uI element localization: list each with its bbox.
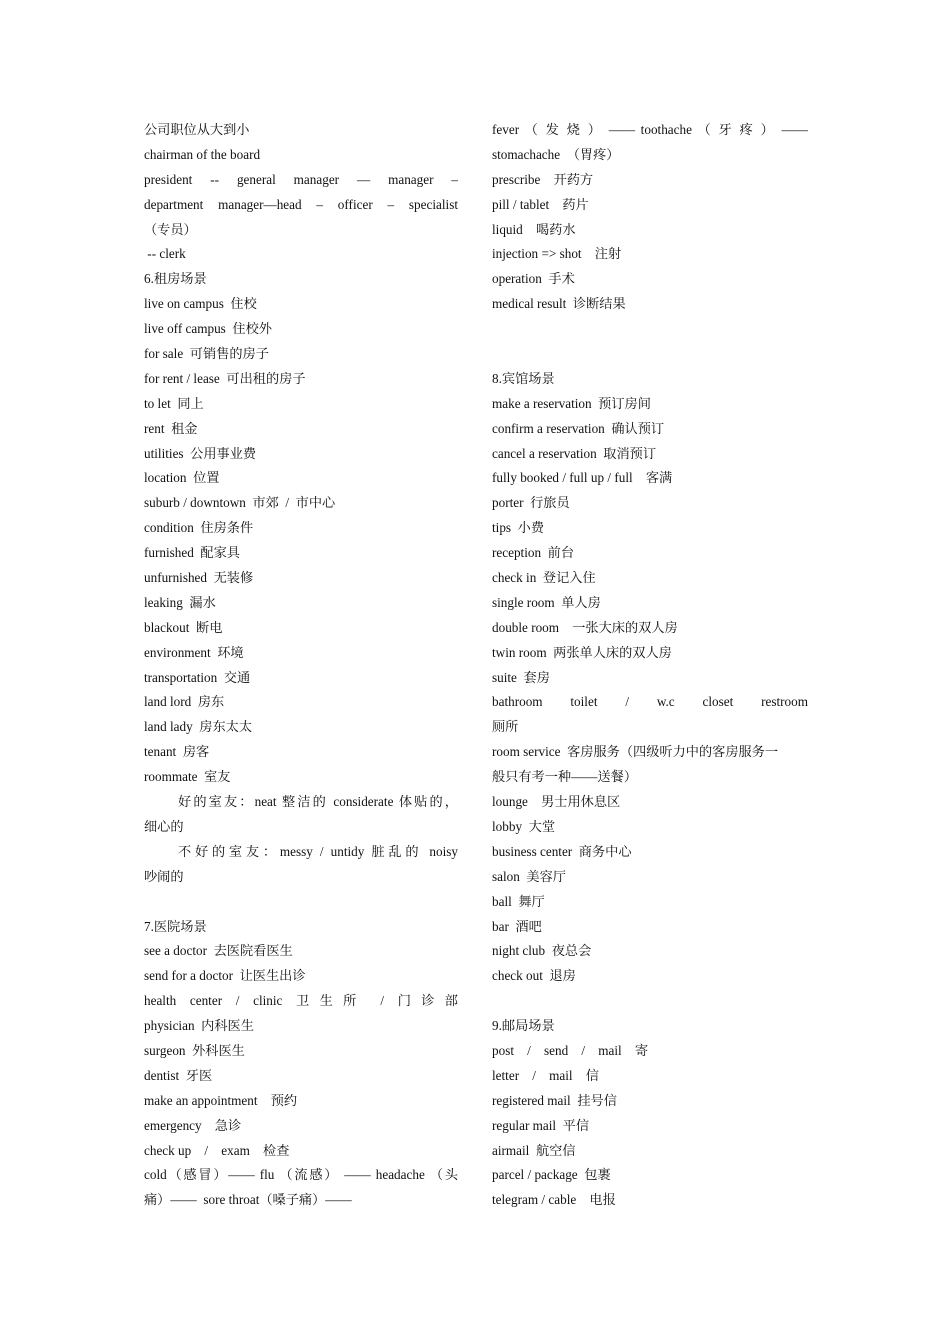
text-line: check in 登记入住 xyxy=(492,570,596,586)
text-line: 好的室友：neat 整洁的 considerate 体贴的， xyxy=(178,794,458,810)
text-line: surgeon 外科医生 xyxy=(144,1042,245,1058)
text-line: bar 酒吧 xyxy=(492,918,542,934)
text-line: unfurnished 无装修 xyxy=(144,570,254,586)
text-line: 不好的室友：messy / untidy 脏乱的 noisy xyxy=(178,843,458,859)
text-line: prescribe 开药方 xyxy=(492,171,594,187)
text-line: environment 环境 xyxy=(144,644,244,660)
text-line: send for a doctor 让医生出诊 xyxy=(144,968,306,984)
text-line: medical result 诊断结果 xyxy=(492,296,626,312)
text-line: furnished 配家具 xyxy=(144,545,240,561)
text-line: 7.医院场景 xyxy=(144,918,207,934)
text-line xyxy=(492,989,808,1014)
text-line: night club 夜总会 xyxy=(492,943,592,959)
text-line: fever （ 发 烧 ） —— toothache （ 牙 疼 ） —— xyxy=(492,122,808,137)
text-line: suite 套房 xyxy=(492,669,550,685)
text-line: 般只有考一种——送餐） xyxy=(492,769,638,785)
text-line: physician 内科医生 xyxy=(144,1018,254,1034)
text-line: stomachache （胃疼） xyxy=(492,146,620,162)
text-line: room service 客房服务（四级听力中的客房服务一 xyxy=(492,744,779,760)
text-line: health center / clinic 卫生所 / 门诊部 xyxy=(144,993,458,1009)
text-line: -- clerk xyxy=(144,246,186,262)
text-line: business center 商务中心 xyxy=(492,843,632,859)
text-line: double room 一张大床的双人房 xyxy=(492,619,678,635)
text-line: roommate 室友 xyxy=(144,769,231,785)
text-line: injection => shot 注射 xyxy=(492,246,622,262)
text-line: department manager—head – officer – specialist xyxy=(144,196,458,212)
text-line: see a doctor 去医院看医生 xyxy=(144,943,293,959)
text-line: reception 前台 xyxy=(492,545,575,561)
right-column xyxy=(492,118,808,1213)
text-line: to let 同上 xyxy=(144,395,204,411)
text-line: live off campus 住校外 xyxy=(144,321,272,337)
text-line: pill / tablet 药片 xyxy=(492,196,589,212)
text-line: blackout 断电 xyxy=(144,619,223,635)
text-line: 厕所 xyxy=(492,719,519,735)
text-line: single room 单人房 xyxy=(492,594,601,610)
text-line: live on campus 住校 xyxy=(144,296,257,312)
text-line: land lord 房东 xyxy=(144,694,225,710)
text-line: for sale 可销售的房子 xyxy=(144,346,269,362)
text-line: check out 退房 xyxy=(492,968,576,984)
text-line: ball 舞厅 xyxy=(492,893,545,909)
text-line xyxy=(144,890,458,915)
text-line: liquid 喝药水 xyxy=(492,221,576,237)
text-line: make an appointment 预约 xyxy=(144,1092,298,1108)
text-line: （专员） xyxy=(144,221,197,237)
text-line: confirm a reservation 确认预订 xyxy=(492,420,665,436)
text-line: operation 手术 xyxy=(492,271,575,287)
text-line: 9.邮局场景 xyxy=(492,1018,555,1034)
text-line: tips 小费 xyxy=(492,520,545,536)
text-line: emergency 急诊 xyxy=(144,1117,242,1133)
text-line: 公司职位从大到小 xyxy=(144,122,250,137)
text-line: cold（感冒）—— flu （流感） —— headache （头 xyxy=(144,1167,458,1183)
text-line: leaking 漏水 xyxy=(144,594,216,610)
text-line: cancel a reservation 取消预订 xyxy=(492,445,657,461)
text-line: chairman of the board xyxy=(144,146,261,162)
text-line: airmail 航空信 xyxy=(492,1142,576,1158)
text-line xyxy=(492,317,808,342)
text-line: land lady 房东太太 xyxy=(144,719,253,735)
text-line xyxy=(492,342,808,367)
text-line: for rent / lease 可出租的房子 xyxy=(144,370,306,386)
text-line: suburb / downtown 市郊 / 市中心 xyxy=(144,495,336,511)
text-line: fully booked / full up / full 客满 xyxy=(492,470,673,486)
text-line: lounge 男士用休息区 xyxy=(492,794,621,810)
text-line: registered mail 挂号信 xyxy=(492,1092,617,1108)
text-line: letter / mail 信 xyxy=(492,1067,599,1083)
text-line: porter 行旅员 xyxy=(492,495,570,511)
text-line: 吵闹的 xyxy=(144,868,184,884)
text-line: regular mail 平信 xyxy=(492,1117,590,1133)
text-line: 6.租房场景 xyxy=(144,271,207,287)
text-line: 8.宾馆场景 xyxy=(492,370,555,386)
text-line: twin room 两张单人床的双人房 xyxy=(492,644,672,660)
text-line: parcel / package 包裹 xyxy=(492,1167,611,1183)
text-line: telegram / cable 电报 xyxy=(492,1192,616,1208)
text-line: 痛）—— sore throat（嗓子痛）—— xyxy=(144,1192,352,1208)
text-line: check up / exam 检查 xyxy=(144,1142,290,1158)
text-line: make a reservation 预订房间 xyxy=(492,395,651,411)
text-line: location 位置 xyxy=(144,470,220,486)
text-line: tenant 房客 xyxy=(144,744,210,760)
text-line: salon 美容厅 xyxy=(492,868,566,884)
left-column xyxy=(144,118,458,1213)
text-line: post / send / mail 寄 xyxy=(492,1042,649,1058)
text-line: president -- general manager — manager – xyxy=(144,171,458,187)
text-line: condition 住房条件 xyxy=(144,520,254,536)
text-line: bathroom toilet / w.c closet restroom xyxy=(492,694,808,710)
text-line: 细心的 xyxy=(144,818,184,834)
text-line: rent 租金 xyxy=(144,420,198,436)
text-line: lobby 大堂 xyxy=(492,818,556,834)
text-line: utilities 公用事业费 xyxy=(144,445,257,461)
text-line: transportation 交通 xyxy=(144,669,251,685)
text-line: dentist 牙医 xyxy=(144,1067,213,1083)
